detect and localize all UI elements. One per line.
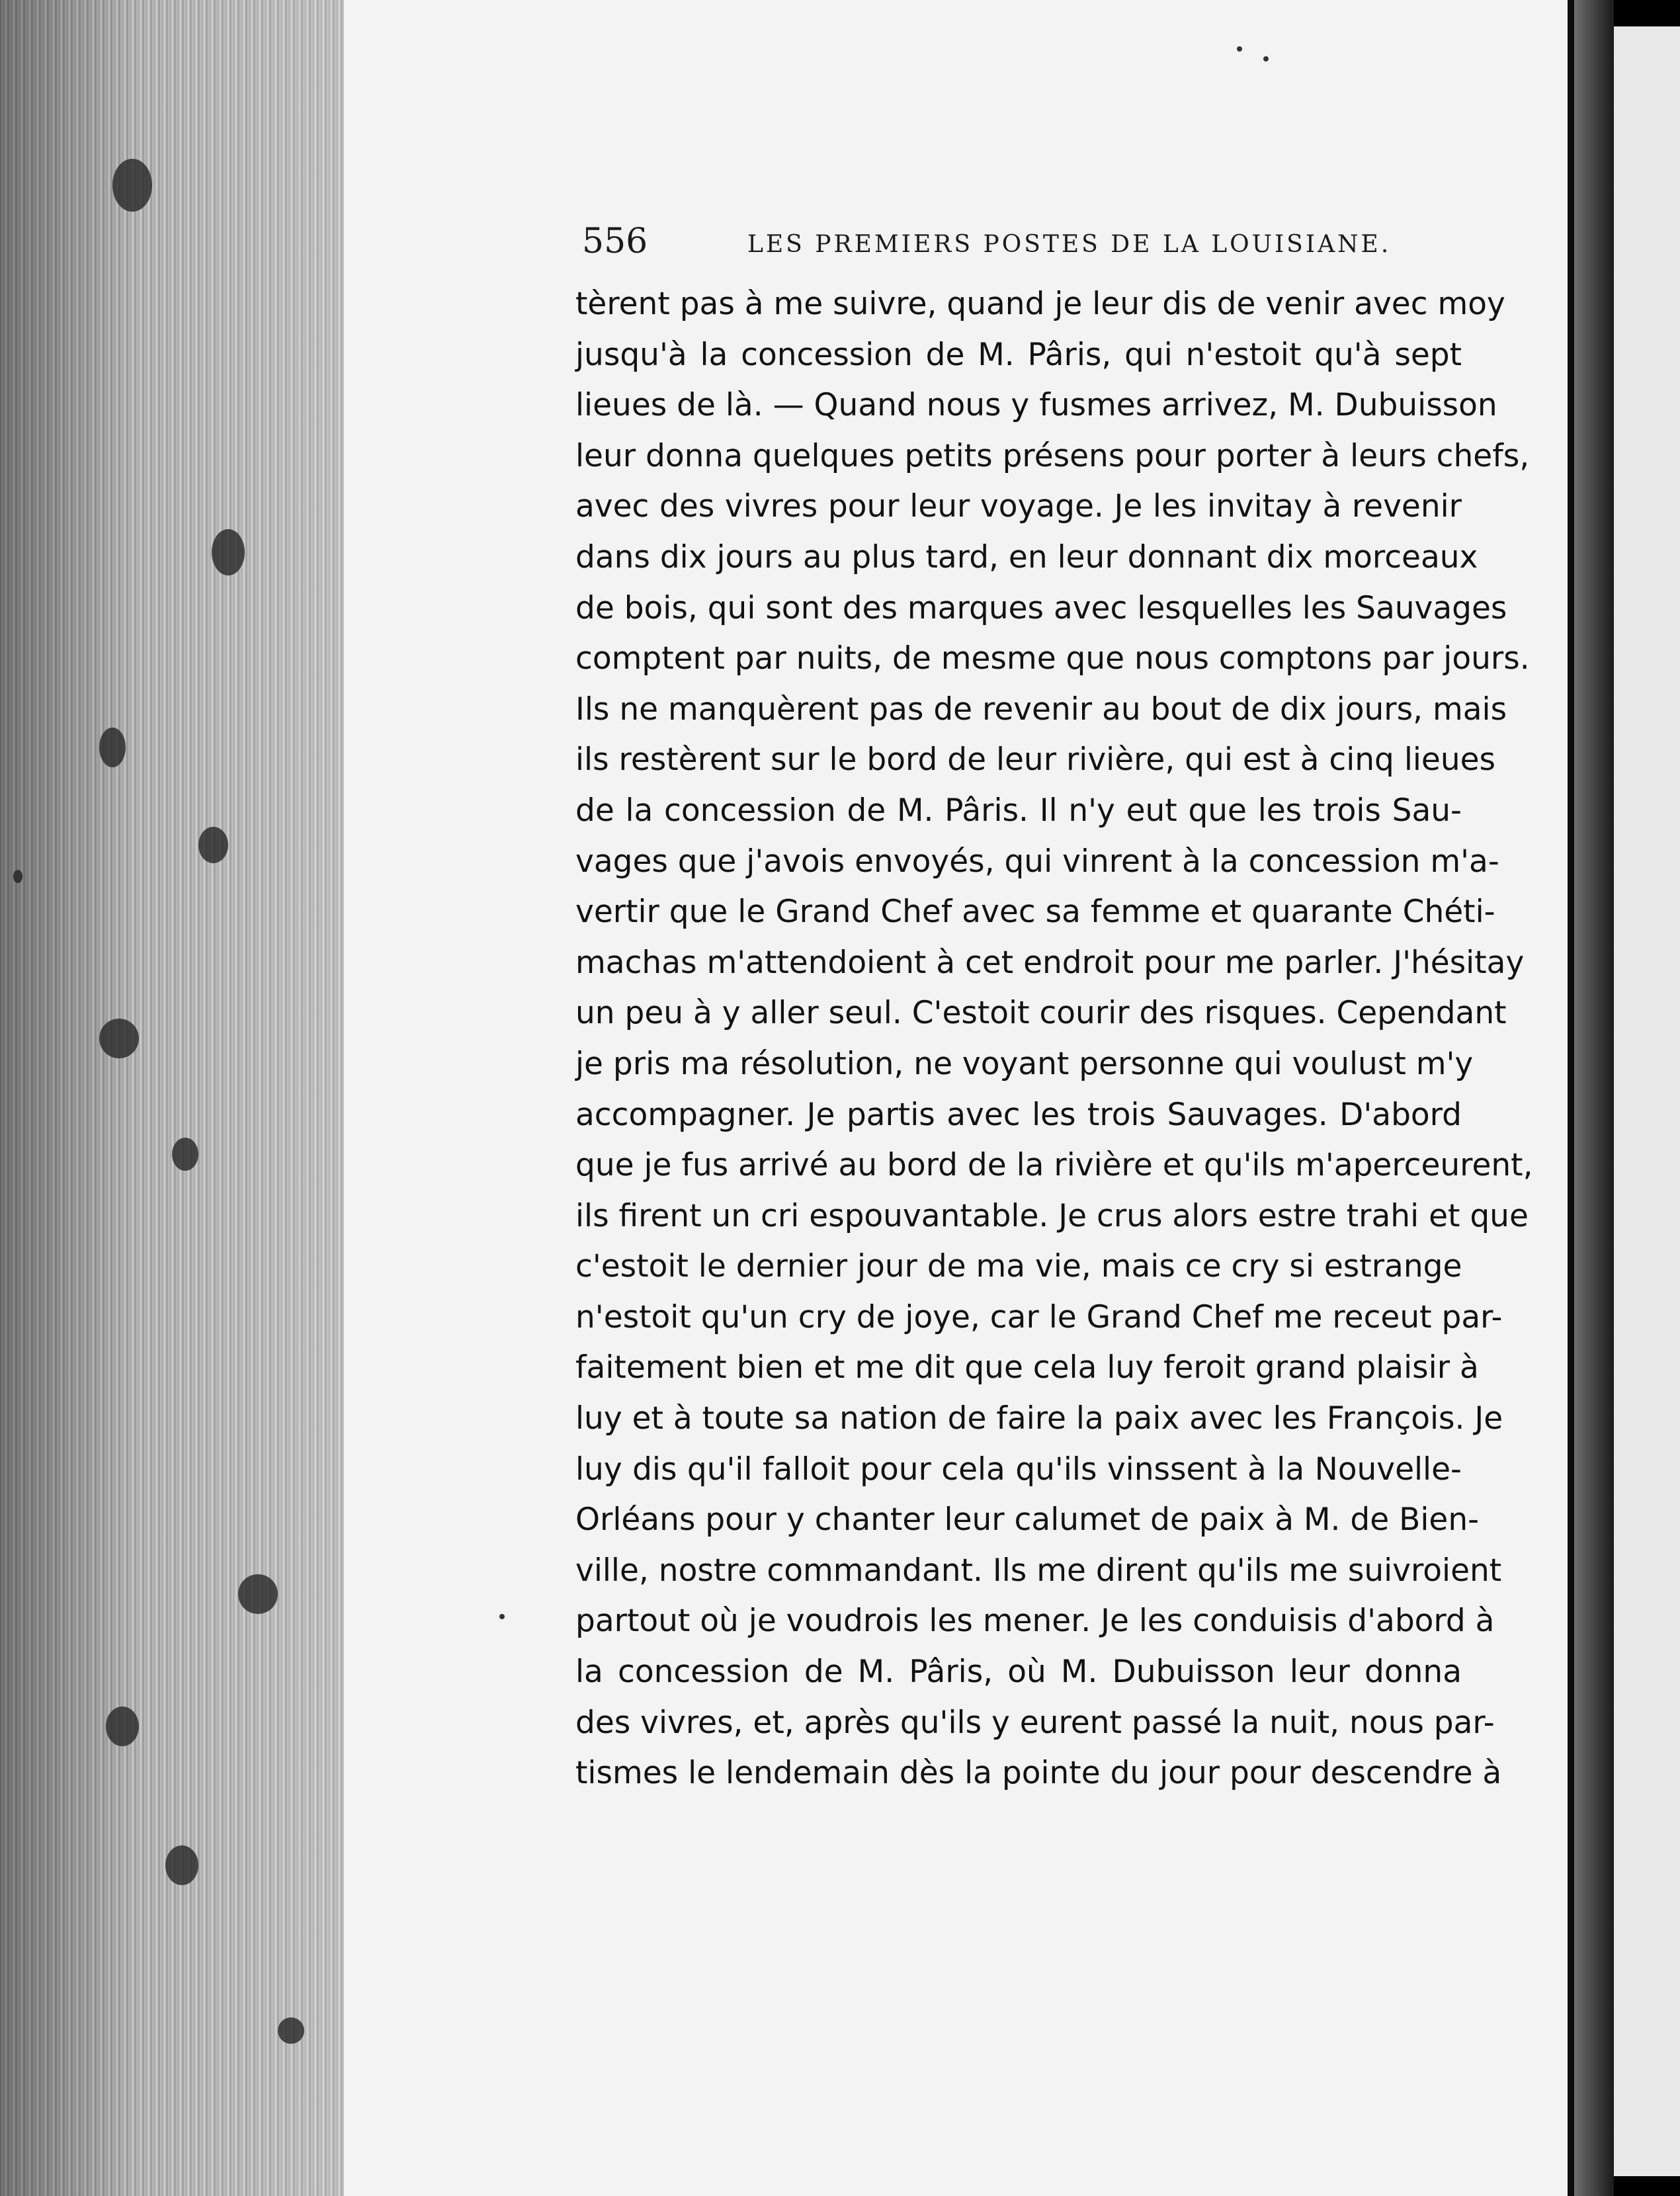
text-line: ville, nostre commandant. Ils me dirent qu'ils me suivroient — [575, 1552, 1502, 1589]
paper-speck — [13, 870, 22, 883]
text-line: je pris ma résolution, ne voyant personne qui voulust m'y — [575, 1045, 1474, 1082]
text-line: de bois, qui sont des marques avec lesquelles les Sauvages — [575, 589, 1507, 626]
book-page-edges — [0, 0, 344, 2196]
text-line: la concession de M. Pâris, où M. Dubuisson leur donna — [575, 1654, 1462, 1691]
text-line: Orléans pour y chanter leur calumet de paix à M. de Bien- — [575, 1501, 1480, 1539]
paper-speck — [499, 1614, 505, 1619]
ink-blot — [238, 1574, 278, 1614]
ink-blot — [198, 827, 228, 863]
text-line: luy et à toute sa nation de faire la paix avec les François. Je — [575, 1400, 1503, 1437]
page-fold — [1574, 0, 1614, 2196]
page-header — [582, 218, 1455, 265]
text-line: tismes le lendemain dès la pointe du jour pour descendre à — [575, 1755, 1502, 1792]
text-line: luy dis qu'il falloit pour cela qu'ils vinssent à la Nouvelle- — [575, 1451, 1462, 1488]
text-line: faitement bien et me dit que cela luy feroit grand plaisir à — [575, 1349, 1479, 1386]
text-line: que je fus arrivé au bord de la rivière et qu'ils m'aperceurent, — [575, 1147, 1533, 1184]
facing-page-edge — [1614, 26, 1680, 2176]
ink-blot — [165, 1845, 198, 1885]
ink-blot — [99, 728, 126, 767]
text-line: partout où je voudrois les mener. Je les conduisis d'abord à — [575, 1603, 1495, 1640]
text-line: de la concession de M. Pâris. Il n'y eut que les trois Sau- — [575, 792, 1462, 829]
text-line: vertir que le Grand Chef avec sa femme et quarante Chéti- — [575, 894, 1495, 931]
text-line: machas m'attendoient à cet endroit pour me parler. J'hésitay — [575, 944, 1525, 981]
text-line: ils firent un cri espouvantable. Je crus alors estre trahi et que — [575, 1197, 1529, 1234]
text-line: comptent par nuits, de mesme que nous comptons par jours. — [575, 640, 1530, 677]
text-line: ils restèrent sur le bord de leur rivière, qui est à cinq lieues — [575, 741, 1496, 779]
text-line: un peu à y aller seul. C'estoit courir des risques. Cependant — [575, 995, 1507, 1032]
ink-blot — [112, 159, 152, 212]
text-line: leur donna quelques petits présens pour porter à leurs chefs, — [575, 437, 1530, 474]
ink-blot — [106, 1707, 139, 1746]
running-head: LES PREMIERS POSTES DE LA LOUISIANE. — [747, 231, 1392, 258]
text-line: avec des vivres pour leur voyage. Je les invitay à revenir — [575, 488, 1462, 525]
text-line: accompagner. Je partis avec les trois Sauvages. D'abord — [575, 1096, 1462, 1133]
text-line: dans dix jours au plus tard, en leur donnant dix morceaux — [575, 538, 1478, 575]
text-line: des vivres, et, après qu'ils y eurent passé la nuit, nous par- — [575, 1704, 1495, 1741]
ink-blot — [278, 2017, 304, 2044]
text-line: Ils ne manquèrent pas de revenir au bout de dix jours, mais — [575, 691, 1507, 728]
page-number: 556 — [582, 222, 648, 261]
body-text — [575, 279, 1533, 1799]
paper-speck — [1263, 56, 1269, 62]
text-line: c'estoit le dernier jour de ma vie, mais ce cry si estrange — [575, 1248, 1462, 1285]
text-line: vages que j'avois envoyés, qui vinrent à la concession m'a- — [575, 843, 1499, 880]
ink-blot — [99, 1019, 139, 1058]
text-line: lieues de là. — Quand nous y fusmes arrivez, M. Dubuisson — [575, 387, 1497, 424]
paper-speck — [1237, 46, 1242, 52]
text-line: tèrent pas à me suivre, quand je leur dis de venir avec moy — [575, 286, 1505, 322]
ink-blot — [172, 1138, 198, 1171]
ink-blot — [212, 529, 245, 575]
text-line: jusqu'à la concession de M. Pâris, qui n'estoit qu'à sept — [575, 336, 1462, 373]
text-line: n'estoit qu'un cry de joye, car le Grand Chef me receut par- — [575, 1298, 1503, 1335]
